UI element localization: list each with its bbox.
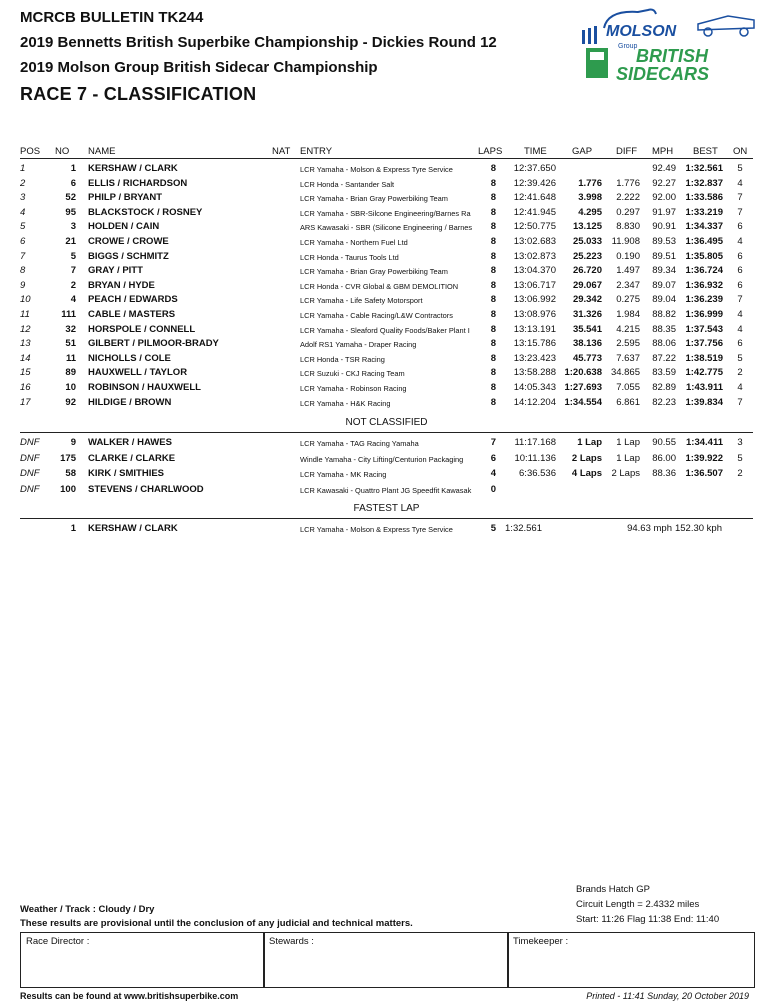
- cell-diff: 1.776: [616, 177, 640, 189]
- cell-time: 13:04.370: [513, 265, 556, 277]
- cell-mph: 89.04: [652, 294, 676, 306]
- cell-best: 1:37.756: [685, 338, 723, 350]
- cell-laps: 8: [490, 352, 496, 364]
- cell-on: 4: [737, 177, 743, 189]
- table-row: [0, 177, 773, 191]
- fastest-lap-lap: 5: [490, 523, 496, 534]
- cell-time: 6:36.536: [519, 468, 556, 479]
- cell-pos: 1: [20, 163, 26, 174]
- cell-best: 1:32.561: [685, 163, 723, 174]
- fastest-lap-name: KERSHAW / CLARK: [88, 523, 178, 534]
- cell-name: PHILP / BRYANT: [88, 192, 163, 204]
- molson-british-sidecars-logo: [578, 6, 758, 84]
- cell-time: 13:15.786: [513, 338, 556, 350]
- cell-name: HORSPOLE / CONNELL: [88, 323, 196, 335]
- race-times: Start: 11:26 Flag 11:38 End: 11:40: [576, 914, 720, 925]
- cell-gap: 4 Laps: [571, 468, 602, 479]
- cell-name: ROBINSON / HAUXWELL: [88, 382, 201, 393]
- cell-gap: 45.773: [572, 352, 602, 364]
- cell-diff: 1 Lap: [616, 437, 640, 448]
- cell-best: 1:36.724: [685, 265, 723, 277]
- cell-no: 6: [70, 177, 76, 189]
- cell-best: 1:33.219: [685, 206, 723, 218]
- cell-mph: 91.97: [652, 206, 676, 218]
- table-row: [0, 396, 773, 410]
- cell-laps: 8: [490, 265, 496, 277]
- weather-track: Weather / Track : Cloudy / Dry: [20, 904, 155, 915]
- cell-time: 12:41.648: [513, 192, 556, 204]
- cell-pos: DNF: [20, 452, 40, 464]
- cell-on: 5: [737, 452, 743, 464]
- cell-name: HOLDEN / CAIN: [88, 221, 160, 233]
- cell-name: CROWE / CROWE: [88, 236, 169, 247]
- cell-name: WALKER / HAWES: [88, 437, 172, 448]
- cell-on: 5: [737, 163, 743, 174]
- cell-no: 3: [70, 221, 76, 233]
- cell-on: 6: [737, 265, 743, 277]
- cell-no: 111: [61, 309, 76, 320]
- cell-entry: Windle Yamaha - City Lifting/Centurion Packaging: [300, 454, 464, 464]
- cell-pos: 16: [20, 382, 31, 393]
- cell-pos: 6: [20, 236, 26, 247]
- cell-mph: 82.23: [652, 396, 676, 408]
- cell-entry: LCR Yamaha - Life Safety Motorsport: [300, 296, 423, 306]
- col-entry: ENTRY: [300, 146, 333, 157]
- cell-entry: LCR Yamaha - Molson & Express Tyre Service: [300, 165, 453, 174]
- cell-best: 1:42.775: [685, 367, 723, 379]
- cell-laps: 8: [490, 382, 496, 393]
- cell-on: 4: [737, 236, 743, 247]
- cell-on: 6: [737, 338, 743, 350]
- cell-mph: 89.53: [652, 236, 676, 247]
- cell-time: 13:06.992: [513, 294, 556, 306]
- cell-mph: 89.51: [652, 250, 676, 262]
- cell-time: 13:02.683: [513, 236, 556, 247]
- race-director-label: Race Director :: [26, 936, 90, 947]
- table-row: [0, 366, 773, 380]
- cell-best: 1:38.519: [685, 352, 723, 364]
- cell-laps: 0: [490, 483, 496, 495]
- cell-pos: 3: [20, 192, 26, 204]
- cell-pos: 8: [20, 265, 26, 277]
- cell-laps: 4: [490, 468, 496, 479]
- cell-name: STEVENS / CHARLWOOD: [88, 483, 204, 495]
- cell-best: 1:36.999: [685, 309, 723, 320]
- cell-laps: 8: [490, 221, 496, 233]
- website-notice: Results can be found at www.britishsuperbike.com: [20, 991, 239, 1001]
- bulletin-title: MCRCB BULLETIN TK244: [20, 9, 204, 26]
- fastest-lap-entry: LCR Yamaha - Molson & Express Tyre Service: [300, 525, 453, 534]
- championship-title: 2019 Bennetts British Superbike Championship - Dickies Round 12: [20, 34, 497, 51]
- cell-diff: 2.595: [616, 338, 640, 350]
- cell-entry: LCR Yamaha - H&K Racing: [300, 398, 391, 408]
- cell-no: 51: [65, 338, 76, 350]
- cell-entry: LCR Honda - CVR Global & GBM DEMOLITION: [300, 281, 459, 291]
- race-director-box: [20, 932, 265, 988]
- cell-no: 7: [70, 265, 76, 277]
- cell-laps: 8: [490, 250, 496, 262]
- cell-laps: 8: [490, 294, 496, 306]
- cell-best: 1:36.239: [685, 294, 723, 306]
- table-row: [0, 381, 773, 395]
- table-row: [0, 293, 773, 307]
- cell-laps: 8: [490, 279, 496, 291]
- cell-pos: DNF: [20, 468, 40, 479]
- cell-mph: 82.89: [652, 382, 676, 393]
- cell-name: BRYAN / HYDE: [88, 279, 155, 291]
- cell-laps: 8: [490, 206, 496, 218]
- cell-on: 7: [737, 294, 743, 306]
- cell-on: 7: [737, 192, 743, 204]
- cell-laps: 6: [490, 452, 496, 464]
- cell-laps: 8: [490, 192, 496, 204]
- cell-diff: 2.347: [616, 279, 640, 291]
- cell-best: 1:34.411: [686, 437, 723, 448]
- cell-on: 2: [737, 367, 743, 379]
- timekeeper-label: Timekeeper :: [513, 936, 569, 947]
- cell-diff: 11.908: [611, 236, 640, 247]
- cell-name: PEACH / EDWARDS: [88, 294, 178, 306]
- cell-no: 89: [65, 367, 76, 379]
- cell-diff: 7.055: [616, 382, 640, 393]
- cell-diff: 1 Lap: [616, 452, 640, 464]
- stewards-box: [263, 932, 509, 988]
- cell-time: 10:11.136: [514, 452, 556, 464]
- cell-time: 11:17.168: [514, 437, 556, 448]
- cell-name: GRAY / PITT: [88, 265, 143, 277]
- cell-best: 1:39.834: [685, 396, 723, 408]
- cell-pos: 11: [20, 309, 30, 320]
- svg-text:BRITISH: BRITISH: [636, 46, 708, 66]
- cell-no: 52: [65, 192, 76, 204]
- cell-no: 9: [70, 437, 76, 448]
- cell-name: KERSHAW / CLARK: [88, 163, 178, 174]
- cell-gap: 38.136: [572, 338, 602, 350]
- cell-time: 13:58.288: [513, 367, 556, 379]
- svg-text:Group: Group: [618, 43, 638, 50]
- cell-best: 1:32.837: [685, 177, 723, 189]
- cell-diff: 34.865: [610, 367, 640, 379]
- cell-diff: 2 Laps: [611, 468, 640, 479]
- cell-laps: 7: [490, 437, 496, 448]
- fastest-lap-heading: FASTEST LAP: [353, 503, 420, 514]
- cell-mph: 88.82: [652, 309, 676, 320]
- table-row: [0, 436, 773, 450]
- cell-entry: LCR Yamaha - Sleaford Quality Foods/Baker Plant I: [300, 325, 470, 335]
- provisional-notice: These results are provisional until the conclusion of any judicial and technical matters.: [20, 918, 413, 929]
- cell-pos: 10: [20, 294, 31, 306]
- cell-entry: LCR Yamaha - MK Racing: [300, 470, 387, 479]
- cell-best: 1:36.495: [685, 236, 723, 247]
- cell-best: 1:36.507: [685, 468, 723, 479]
- cell-best: 1:35.805: [685, 250, 723, 262]
- cell-laps: 8: [490, 177, 496, 189]
- printed-timestamp: Printed - 11:41 Sunday, 20 October 2019: [586, 991, 749, 1001]
- cell-laps: 8: [490, 236, 496, 247]
- cell-mph: 86.00: [652, 452, 676, 464]
- cell-entry: ARS Kawasaki - SBR (Silicone Engineering / Barnes: [300, 223, 472, 233]
- cell-time: 12:37.650: [513, 163, 556, 174]
- table-row: [0, 191, 773, 205]
- cell-mph: 83.59: [652, 367, 676, 379]
- table-row: [0, 220, 773, 234]
- cell-mph: 87.22: [652, 352, 676, 364]
- col-diff: DIFF: [616, 146, 638, 157]
- cell-pos: DNF: [20, 437, 40, 448]
- cell-name: GILBERT / PILMOOR-BRADY: [88, 338, 219, 350]
- cell-gap: 1:27.693: [564, 382, 602, 393]
- cell-no: 100: [60, 483, 76, 495]
- not-classified-divider: [20, 432, 753, 433]
- cell-name: BIGGS / SCHMITZ: [88, 250, 169, 262]
- table-row: [0, 162, 773, 176]
- cell-pos: 7: [20, 250, 26, 262]
- cell-pos: 13: [20, 338, 31, 350]
- cell-gap: 1.776: [578, 177, 602, 189]
- table-row: [0, 264, 773, 278]
- cell-gap: 1:20.638: [564, 367, 602, 379]
- stewards-label: Stewards :: [269, 936, 314, 947]
- cell-no: 10: [65, 382, 76, 393]
- cell-mph: 92.49: [652, 163, 676, 174]
- cell-on: 6: [737, 279, 743, 291]
- cell-pos: 12: [20, 323, 31, 335]
- cell-mph: 89.34: [652, 265, 676, 277]
- cell-pos: 17: [20, 396, 31, 408]
- col-nat: NAT: [272, 146, 291, 157]
- cell-mph: 92.27: [652, 177, 676, 189]
- cell-no: 2: [70, 279, 76, 291]
- cell-time: 12:39.426: [513, 177, 556, 189]
- cell-entry: LCR Kawasaki - Quattro Plant JG Speedfit Kawasak: [300, 485, 472, 495]
- cell-no: 4: [70, 294, 76, 306]
- cell-pos: DNF: [20, 483, 40, 495]
- cell-on: 4: [737, 382, 743, 393]
- cell-time: 13:08.976: [513, 309, 556, 320]
- cell-pos: 9: [20, 279, 26, 291]
- cell-laps: 8: [490, 338, 496, 350]
- cell-laps: 8: [490, 163, 496, 174]
- col-time: TIME: [524, 146, 547, 157]
- cell-best: 1:37.543: [685, 323, 723, 335]
- not-classified-heading: NOT CLASSIFIED: [345, 417, 428, 428]
- cell-gap: 26.720: [572, 265, 602, 277]
- cell-on: 4: [737, 309, 743, 320]
- cell-no: 92: [65, 396, 76, 408]
- cell-on: 5: [737, 352, 743, 364]
- cell-best: 1:43.911: [686, 382, 723, 393]
- cell-name: HAUXWELL / TAYLOR: [88, 367, 188, 379]
- cell-entry: LCR Honda - TSR Racing: [300, 354, 385, 364]
- col-gap: GAP: [572, 146, 593, 157]
- col-laps: LAPS: [478, 146, 503, 157]
- cell-name: CABLE / MASTERS: [88, 309, 176, 320]
- cell-on: 7: [737, 396, 743, 408]
- table-row: [0, 250, 773, 264]
- cell-mph: 88.06: [652, 338, 676, 350]
- col-name: NAME: [88, 146, 116, 157]
- cell-entry: Adolf RS1 Yamaha - Draper Racing: [300, 340, 417, 350]
- cell-best: 1:34.337: [685, 221, 723, 233]
- cell-mph: 92.00: [652, 192, 676, 204]
- cell-gap: 4.295: [578, 206, 602, 218]
- cell-name: CLARKE / CLARKE: [88, 452, 176, 464]
- cell-time: 14:05.343: [513, 382, 556, 393]
- cell-entry: LCR Yamaha - Robinson Racing: [300, 384, 407, 393]
- cell-no: 32: [65, 323, 76, 335]
- cell-pos: 15: [20, 367, 31, 379]
- cell-best: 1:39.922: [685, 452, 723, 464]
- cell-entry: LCR Honda - Taurus Tools Ltd: [300, 252, 399, 262]
- svg-text:MOLSON: MOLSON: [606, 23, 677, 40]
- cell-gap: 29.342: [572, 294, 602, 306]
- cell-pos: 14: [20, 352, 31, 364]
- cell-on: 3: [737, 437, 743, 448]
- cell-no: 58: [65, 468, 76, 479]
- cell-diff: 6.861: [616, 396, 640, 408]
- cell-time: 12:41.945: [513, 206, 556, 218]
- cell-entry: LCR Yamaha - Northern Fuel Ltd: [300, 238, 408, 247]
- cell-on: 7: [737, 206, 743, 218]
- cell-name: KIRK / SMITHIES: [88, 468, 165, 479]
- cell-no: 1: [70, 163, 76, 174]
- cell-time: 14:12.204: [513, 396, 556, 408]
- cell-mph: 88.36: [652, 468, 676, 479]
- cell-entry: LCR Honda - Santander Salt: [300, 179, 395, 189]
- cell-on: 6: [737, 221, 743, 233]
- cell-mph: 89.07: [652, 279, 676, 291]
- fastest-lap-no: 1: [70, 523, 76, 534]
- cell-name: HILDIGE / BROWN: [88, 396, 172, 408]
- cell-no: 21: [65, 236, 76, 247]
- cell-no: 11: [65, 352, 76, 364]
- cell-gap: 13.125: [572, 221, 602, 233]
- cell-diff: 2.222: [616, 192, 640, 204]
- cell-gap: 25.223: [572, 250, 602, 262]
- cell-pos: 4: [20, 206, 26, 218]
- table-row: [0, 308, 773, 322]
- cell-diff: 0.297: [616, 206, 640, 218]
- table-row: [0, 352, 773, 366]
- table-row: [0, 467, 773, 481]
- cell-time: 12:50.775: [513, 221, 556, 233]
- cell-gap: 2 Laps: [571, 452, 602, 464]
- col-no: NO: [55, 146, 70, 157]
- cell-gap: 25.033: [572, 236, 602, 247]
- cell-mph: 90.91: [652, 221, 676, 233]
- cell-entry: LCR Yamaha - Cable Racing/L&W Contractors: [300, 311, 453, 320]
- cell-no: 175: [60, 452, 76, 464]
- table-row: [0, 483, 773, 497]
- cell-entry: LCR Yamaha - Brian Gray Powerbiking Team: [300, 267, 448, 277]
- sidecar-championship-title: 2019 Molson Group British Sidecar Championship: [20, 59, 378, 76]
- cell-pos: 5: [20, 221, 26, 233]
- cell-best: 1:33.586: [685, 192, 723, 204]
- cell-diff: 4.215: [616, 323, 640, 335]
- table-row: [0, 206, 773, 220]
- cell-time: 13:06.717: [513, 279, 556, 291]
- cell-name: NICHOLLS / COLE: [88, 352, 171, 364]
- cell-diff: 7.637: [616, 352, 640, 364]
- table-row: [0, 235, 773, 249]
- cell-no: 95: [65, 206, 76, 218]
- circuit-name: Brands Hatch GP: [576, 884, 650, 895]
- fastest-lap-divider: [20, 518, 753, 519]
- table-row: [0, 452, 773, 466]
- cell-gap: 1:34.554: [564, 396, 602, 408]
- page-title: RACE 7 - CLASSIFICATION: [20, 84, 257, 104]
- cell-diff: 0.190: [616, 250, 640, 262]
- table-row: [0, 279, 773, 293]
- cell-name: ELLIS / RICHARDSON: [88, 177, 188, 189]
- cell-on: 2: [737, 468, 743, 479]
- cell-laps: 8: [490, 396, 496, 408]
- cell-time: 13:02.873: [513, 250, 556, 262]
- timekeeper-box: [507, 932, 755, 988]
- fastest-lap-mph: 94.63 mph: [627, 523, 672, 534]
- cell-entry: LCR Suzuki - CKJ Racing Team: [300, 369, 405, 379]
- cell-name: BLACKSTOCK / ROSNEY: [88, 206, 203, 218]
- fastest-lap-kph: 152.30 kph: [674, 523, 722, 534]
- col-mph: MPH: [652, 146, 674, 157]
- cell-pos: 2: [20, 177, 26, 189]
- fastest-lap-time: 1:32.561: [505, 523, 542, 534]
- header-divider: [20, 158, 753, 159]
- col-on: ON: [733, 146, 748, 157]
- cell-laps: 8: [490, 309, 496, 320]
- cell-laps: 8: [490, 367, 496, 379]
- cell-entry: LCR Yamaha - Brian Gray Powerbiking Team: [300, 194, 448, 204]
- cell-laps: 8: [490, 323, 496, 335]
- cell-entry: LCR Yamaha - TAG Racing Yamaha: [300, 439, 419, 448]
- cell-no: 5: [70, 250, 76, 262]
- col-best: BEST: [693, 146, 718, 157]
- cell-on: 4: [737, 323, 743, 335]
- cell-gap: 1 Lap: [577, 437, 602, 448]
- cell-best: 1:36.932: [685, 279, 723, 291]
- cell-diff: 8.830: [616, 221, 640, 233]
- col-pos: POS: [20, 146, 41, 157]
- cell-diff: 1.497: [616, 265, 640, 277]
- cell-entry: LCR Yamaha - SBR-Silcone Engineering/Barnes Ra: [300, 208, 471, 218]
- cell-time: 13:23.423: [513, 352, 556, 364]
- fastest-lap-row: [0, 522, 773, 536]
- cell-gap: 29.067: [572, 279, 602, 291]
- table-row: [0, 323, 773, 337]
- cell-diff: 0.275: [616, 294, 640, 306]
- cell-gap: 35.541: [572, 323, 602, 335]
- cell-gap: 3.998: [578, 192, 602, 204]
- cell-mph: 90.55: [652, 437, 676, 448]
- table-row: [0, 337, 773, 351]
- svg-text:SIDECARS: SIDECARS: [616, 64, 710, 84]
- cell-gap: 31.326: [572, 309, 602, 320]
- cell-mph: 88.35: [652, 323, 676, 335]
- circuit-length: Circuit Length = 2.4332 miles: [576, 899, 700, 910]
- cell-on: 6: [737, 250, 743, 262]
- cell-diff: 1.984: [616, 309, 640, 320]
- cell-time: 13:13.191: [513, 323, 556, 335]
